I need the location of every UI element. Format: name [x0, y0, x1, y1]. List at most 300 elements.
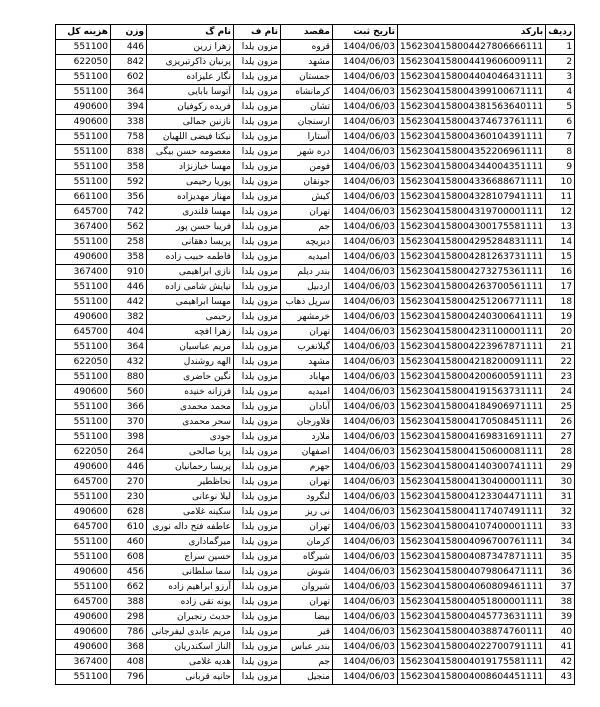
cell-name-f[interactable]: مزون یلدا: [234, 580, 281, 595]
cell-name-g[interactable]: پریا صالحی: [147, 445, 234, 460]
cell-name-f[interactable]: مزون یلدا: [234, 280, 281, 295]
cell-index[interactable]: 19: [546, 310, 575, 325]
cell-date[interactable]: 1404/06/03: [333, 430, 398, 445]
cell-destination[interactable]: قروه: [281, 40, 333, 55]
cell-index[interactable]: 34: [546, 535, 575, 550]
cell-index[interactable]: 36: [546, 565, 575, 580]
cell-cost[interactable]: 490600: [56, 460, 111, 475]
cell-barcode[interactable]: 1562304158004130400001111: [398, 475, 546, 490]
cell-destination[interactable]: جمستان: [281, 70, 333, 85]
cell-barcode[interactable]: 1562304158004404046431111: [398, 70, 546, 85]
cell-index[interactable]: 22: [546, 355, 575, 370]
cell-name-f[interactable]: مزون یلدا: [234, 130, 281, 145]
cell-index[interactable]: 40: [546, 625, 575, 640]
cell-cost[interactable]: 551100: [56, 40, 111, 55]
cell-name-f[interactable]: مزون یلدا: [234, 325, 281, 340]
cell-date[interactable]: 1404/06/03: [333, 55, 398, 70]
cell-barcode[interactable]: 1562304158004008604451111: [398, 670, 546, 685]
cell-name-f[interactable]: مزون یلدا: [234, 265, 281, 280]
cell-name-g[interactable]: آتوسا بابایی: [147, 85, 234, 100]
cell-barcode[interactable]: 1562304158004169831691111: [398, 430, 546, 445]
cell-index[interactable]: 28: [546, 445, 575, 460]
cell-weight[interactable]: 456: [111, 565, 147, 580]
cell-destination[interactable]: بندر عباس: [281, 640, 333, 655]
cell-barcode[interactable]: 1562304158004251206771111: [398, 295, 546, 310]
cell-name-f[interactable]: مزون یلدا: [234, 595, 281, 610]
cell-barcode[interactable]: 1562304158004019175581111: [398, 655, 546, 670]
cell-index[interactable]: 32: [546, 505, 575, 520]
cell-weight[interactable]: 356: [111, 190, 147, 205]
cell-weight[interactable]: 394: [111, 100, 147, 115]
cell-name-f[interactable]: مزون یلدا: [234, 220, 281, 235]
header-date[interactable]: تاریخ ثبت: [333, 25, 398, 40]
cell-name-f[interactable]: مزون یلدا: [234, 610, 281, 625]
cell-date[interactable]: 1404/06/03: [333, 235, 398, 250]
cell-index[interactable]: 16: [546, 265, 575, 280]
cell-cost[interactable]: 645700: [56, 475, 111, 490]
cell-name-f[interactable]: مزون یلدا: [234, 55, 281, 70]
cell-name-f[interactable]: مزون یلدا: [234, 445, 281, 460]
cell-name-g[interactable]: حسین سراج: [147, 550, 234, 565]
cell-name-f[interactable]: مزون یلدا: [234, 295, 281, 310]
cell-barcode[interactable]: 1562304158004045773631111: [398, 610, 546, 625]
cell-date[interactable]: 1404/06/03: [333, 550, 398, 565]
cell-cost[interactable]: 490600: [56, 385, 111, 400]
cell-index[interactable]: 37: [546, 580, 575, 595]
cell-name-f[interactable]: مزون یلدا: [234, 535, 281, 550]
cell-cost[interactable]: 551100: [56, 85, 111, 100]
cell-date[interactable]: 1404/06/03: [333, 580, 398, 595]
cell-weight[interactable]: 602: [111, 70, 147, 85]
cell-destination[interactable]: ملارد: [281, 430, 333, 445]
header-destination[interactable]: مقصد: [281, 25, 333, 40]
cell-name-g[interactable]: سما سلطانی: [147, 565, 234, 580]
cell-weight[interactable]: 910: [111, 265, 147, 280]
cell-index[interactable]: 7: [546, 130, 575, 145]
cell-cost[interactable]: 551100: [56, 130, 111, 145]
cell-name-f[interactable]: مزون یلدا: [234, 400, 281, 415]
cell-name-g[interactable]: یونه تقی زاده: [147, 595, 234, 610]
cell-cost[interactable]: 645700: [56, 520, 111, 535]
cell-cost[interactable]: 490600: [56, 250, 111, 265]
cell-index[interactable]: 10: [546, 175, 575, 190]
cell-index[interactable]: 39: [546, 610, 575, 625]
cell-index[interactable]: 27: [546, 430, 575, 445]
cell-weight[interactable]: 560: [111, 385, 147, 400]
cell-weight[interactable]: 628: [111, 505, 147, 520]
header-cost[interactable]: هزینه کل: [56, 25, 111, 40]
cell-date[interactable]: 1404/06/03: [333, 130, 398, 145]
cell-destination[interactable]: شیرگاه: [281, 550, 333, 565]
cell-barcode[interactable]: 1562304158004038874760111: [398, 625, 546, 640]
cell-date[interactable]: 1404/06/03: [333, 85, 398, 100]
cell-destination[interactable]: بیضا: [281, 610, 333, 625]
cell-index[interactable]: 35: [546, 550, 575, 565]
cell-name-g[interactable]: مهسا قلندری: [147, 205, 234, 220]
cell-weight[interactable]: 364: [111, 340, 147, 355]
cell-index[interactable]: 33: [546, 520, 575, 535]
cell-name-g[interactable]: زهرا زرین: [147, 40, 234, 55]
cell-name-f[interactable]: مزون یلدا: [234, 205, 281, 220]
cell-index[interactable]: 6: [546, 115, 575, 130]
cell-destination[interactable]: آبادان: [281, 400, 333, 415]
cell-barcode[interactable]: 1562304158004200600591111: [398, 370, 546, 385]
cell-cost[interactable]: 622050: [56, 445, 111, 460]
cell-barcode[interactable]: 1562304158004096700761111: [398, 535, 546, 550]
cell-destination[interactable]: خرمشهر: [281, 310, 333, 325]
cell-destination[interactable]: جم: [281, 655, 333, 670]
cell-barcode[interactable]: 1562304158004240300641111: [398, 310, 546, 325]
cell-index[interactable]: 17: [546, 280, 575, 295]
cell-cost[interactable]: 551100: [56, 295, 111, 310]
cell-destination[interactable]: شیروان: [281, 580, 333, 595]
cell-name-g[interactable]: الناز اسکندریان: [147, 640, 234, 655]
cell-date[interactable]: 1404/06/03: [333, 355, 398, 370]
cell-cost[interactable]: 490600: [56, 310, 111, 325]
header-index[interactable]: ردیف: [546, 25, 575, 40]
cell-cost[interactable]: 551100: [56, 340, 111, 355]
cell-barcode[interactable]: 1562304158004087347871111: [398, 550, 546, 565]
cell-date[interactable]: 1404/06/03: [333, 670, 398, 685]
cell-name-g[interactable]: پریسا رحمانیان: [147, 460, 234, 475]
cell-cost[interactable]: 551100: [56, 175, 111, 190]
cell-name-g[interactable]: فرزانه خنیده: [147, 385, 234, 400]
cell-date[interactable]: 1404/06/03: [333, 295, 398, 310]
cell-name-g[interactable]: نگین حاضری: [147, 370, 234, 385]
cell-name-g[interactable]: مریم عباسیان: [147, 340, 234, 355]
cell-name-g[interactable]: حدیث رنجبران: [147, 610, 234, 625]
cell-index[interactable]: 3: [546, 70, 575, 85]
header-name-f[interactable]: نام ف: [234, 25, 281, 40]
cell-destination[interactable]: گیلانغرب: [281, 340, 333, 355]
cell-date[interactable]: 1404/06/03: [333, 370, 398, 385]
cell-date[interactable]: 1404/06/03: [333, 220, 398, 235]
cell-date[interactable]: 1404/06/03: [333, 325, 398, 340]
cell-cost[interactable]: 367400: [56, 220, 111, 235]
cell-date[interactable]: 1404/06/03: [333, 190, 398, 205]
cell-index[interactable]: 26: [546, 415, 575, 430]
cell-barcode[interactable]: 1562304158004140300741111: [398, 460, 546, 475]
cell-barcode[interactable]: 1562304158004191563731111: [398, 385, 546, 400]
cell-date[interactable]: 1404/06/03: [333, 250, 398, 265]
cell-index[interactable]: 20: [546, 325, 575, 340]
cell-name-f[interactable]: مزون یلدا: [234, 190, 281, 205]
cell-barcode[interactable]: 1562304158004184906971111: [398, 400, 546, 415]
cell-destination[interactable]: مشهد: [281, 55, 333, 70]
cell-date[interactable]: 1404/06/03: [333, 280, 398, 295]
cell-barcode[interactable]: 1562304158004352206961111: [398, 145, 546, 160]
cell-weight[interactable]: 758: [111, 130, 147, 145]
cell-destination[interactable]: جم: [281, 220, 333, 235]
cell-index[interactable]: 2: [546, 55, 575, 70]
cell-destination[interactable]: اردبیل: [281, 280, 333, 295]
cell-cost[interactable]: 490600: [56, 565, 111, 580]
cell-name-f[interactable]: مزون یلدا: [234, 550, 281, 565]
cell-name-g[interactable]: مهسا خبازنژاد: [147, 160, 234, 175]
cell-barcode[interactable]: 1562304158004170508451111: [398, 415, 546, 430]
cell-weight[interactable]: 388: [111, 595, 147, 610]
cell-name-g[interactable]: مهناز مهدیزاده: [147, 190, 234, 205]
cell-index[interactable]: 42: [546, 655, 575, 670]
cell-weight[interactable]: 358: [111, 160, 147, 175]
cell-name-g[interactable]: نگار علیزاده: [147, 70, 234, 85]
cell-barcode[interactable]: 1562304158004117407491111: [398, 505, 546, 520]
cell-cost[interactable]: 622050: [56, 55, 111, 70]
cell-index[interactable]: 29: [546, 460, 575, 475]
cell-destination[interactable]: تهران: [281, 475, 333, 490]
cell-name-g[interactable]: حانیه قربانی: [147, 670, 234, 685]
cell-name-g[interactable]: فریبا حسن پور: [147, 220, 234, 235]
cell-weight[interactable]: 662: [111, 580, 147, 595]
cell-name-g[interactable]: مهسا ابراهیمی: [147, 295, 234, 310]
cell-weight[interactable]: 358: [111, 250, 147, 265]
cell-cost[interactable]: 551100: [56, 430, 111, 445]
cell-name-g[interactable]: آرزو ابراهیم زاده: [147, 580, 234, 595]
cell-date[interactable]: 1404/06/03: [333, 115, 398, 130]
cell-destination[interactable]: مشهد: [281, 355, 333, 370]
cell-date[interactable]: 1404/06/03: [333, 505, 398, 520]
cell-weight[interactable]: 842: [111, 55, 147, 70]
cell-name-f[interactable]: مزون یلدا: [234, 475, 281, 490]
cell-barcode[interactable]: 1562304158004150600081111: [398, 445, 546, 460]
cell-destination[interactable]: نی ریز: [281, 505, 333, 520]
cell-name-g[interactable]: هدیه غلامی: [147, 655, 234, 670]
cell-date[interactable]: 1404/06/03: [333, 205, 398, 220]
cell-weight[interactable]: 446: [111, 40, 147, 55]
cell-weight[interactable]: 742: [111, 205, 147, 220]
cell-destination[interactable]: فومن: [281, 160, 333, 175]
cell-cost[interactable]: 645700: [56, 325, 111, 340]
cell-weight[interactable]: 264: [111, 445, 147, 460]
cell-date[interactable]: 1404/06/03: [333, 655, 398, 670]
cell-weight[interactable]: 338: [111, 115, 147, 130]
cell-weight[interactable]: 786: [111, 625, 147, 640]
cell-destination[interactable]: آستارا: [281, 130, 333, 145]
cell-destination[interactable]: تهران: [281, 595, 333, 610]
cell-index[interactable]: 31: [546, 490, 575, 505]
cell-date[interactable]: 1404/06/03: [333, 535, 398, 550]
cell-destination[interactable]: کیش: [281, 190, 333, 205]
cell-date[interactable]: 1404/06/03: [333, 145, 398, 160]
cell-date[interactable]: 1404/06/03: [333, 490, 398, 505]
cell-destination[interactable]: قیر: [281, 625, 333, 640]
cell-weight[interactable]: 562: [111, 220, 147, 235]
cell-weight[interactable]: 460: [111, 535, 147, 550]
cell-name-g[interactable]: الهه روشندل: [147, 355, 234, 370]
cell-weight[interactable]: 446: [111, 280, 147, 295]
cell-date[interactable]: 1404/06/03: [333, 640, 398, 655]
cell-barcode[interactable]: 1562304158004051800001111: [398, 595, 546, 610]
cell-date[interactable]: 1404/06/03: [333, 160, 398, 175]
cell-cost[interactable]: 551100: [56, 670, 111, 685]
cell-cost[interactable]: 645700: [56, 205, 111, 220]
cell-destination[interactable]: تهران: [281, 325, 333, 340]
cell-date[interactable]: 1404/06/03: [333, 265, 398, 280]
cell-date[interactable]: 1404/06/03: [333, 520, 398, 535]
cell-weight[interactable]: 404: [111, 325, 147, 340]
cell-barcode[interactable]: 1562304158004281263731111: [398, 250, 546, 265]
cell-cost[interactable]: 551100: [56, 490, 111, 505]
cell-name-f[interactable]: مزون یلدا: [234, 385, 281, 400]
cell-cost[interactable]: 551100: [56, 280, 111, 295]
cell-index[interactable]: 24: [546, 385, 575, 400]
cell-index[interactable]: 9: [546, 160, 575, 175]
cell-name-g[interactable]: محمد محمدی: [147, 400, 234, 415]
cell-date[interactable]: 1404/06/03: [333, 565, 398, 580]
cell-destination[interactable]: سرپل ذهاب: [281, 295, 333, 310]
cell-cost[interactable]: 551100: [56, 415, 111, 430]
cell-weight[interactable]: 398: [111, 430, 147, 445]
cell-name-g[interactable]: عاطفه فتح داله نوری: [147, 520, 234, 535]
cell-name-g[interactable]: زهرا افچه: [147, 325, 234, 340]
cell-date[interactable]: 1404/06/03: [333, 625, 398, 640]
cell-name-g[interactable]: جودی: [147, 430, 234, 445]
cell-barcode[interactable]: 1562304158004022700791111: [398, 640, 546, 655]
cell-index[interactable]: 4: [546, 85, 575, 100]
cell-name-g[interactable]: رحیمی: [147, 310, 234, 325]
cell-barcode[interactable]: 1562304158004419606009111: [398, 55, 546, 70]
cell-name-g[interactable]: نازنین جمالی: [147, 115, 234, 130]
cell-weight[interactable]: 408: [111, 655, 147, 670]
cell-cost[interactable]: 622050: [56, 355, 111, 370]
cell-date[interactable]: 1404/06/03: [333, 610, 398, 625]
cell-cost[interactable]: 490600: [56, 625, 111, 640]
cell-cost[interactable]: 490600: [56, 505, 111, 520]
cell-index[interactable]: 21: [546, 340, 575, 355]
cell-name-f[interactable]: مزون یلدا: [234, 640, 281, 655]
cell-barcode[interactable]: 1562304158004344004351111: [398, 160, 546, 175]
cell-weight[interactable]: 610: [111, 520, 147, 535]
cell-index[interactable]: 43: [546, 670, 575, 685]
cell-cost[interactable]: 490600: [56, 610, 111, 625]
cell-index[interactable]: 30: [546, 475, 575, 490]
cell-weight[interactable]: 364: [111, 85, 147, 100]
cell-barcode[interactable]: 1562304158004107400001111: [398, 520, 546, 535]
cell-barcode[interactable]: 1562304158004381563640111: [398, 100, 546, 115]
cell-cost[interactable]: 551100: [56, 370, 111, 385]
cell-weight[interactable]: 608: [111, 550, 147, 565]
cell-name-g[interactable]: نحاظطیر: [147, 475, 234, 490]
cell-destination[interactable]: لنگرود: [281, 490, 333, 505]
cell-name-f[interactable]: مزون یلدا: [234, 505, 281, 520]
cell-cost[interactable]: 551100: [56, 550, 111, 565]
cell-date[interactable]: 1404/06/03: [333, 445, 398, 460]
cell-date[interactable]: 1404/06/03: [333, 100, 398, 115]
cell-barcode[interactable]: 1562304158004360104391111: [398, 130, 546, 145]
cell-name-g[interactable]: سحر محمدی: [147, 415, 234, 430]
cell-date[interactable]: 1404/06/03: [333, 340, 398, 355]
cell-name-f[interactable]: مزون یلدا: [234, 70, 281, 85]
cell-date[interactable]: 1404/06/03: [333, 595, 398, 610]
cell-weight[interactable]: 366: [111, 400, 147, 415]
cell-cost[interactable]: 551100: [56, 160, 111, 175]
cell-name-g[interactable]: سکینه غلامی: [147, 505, 234, 520]
cell-destination[interactable]: اصفهان: [281, 445, 333, 460]
cell-date[interactable]: 1404/06/03: [333, 460, 398, 475]
cell-index[interactable]: 41: [546, 640, 575, 655]
cell-barcode[interactable]: 1562304158004328107941111: [398, 190, 546, 205]
cell-date[interactable]: 1404/06/03: [333, 70, 398, 85]
cell-weight[interactable]: 298: [111, 610, 147, 625]
cell-cost[interactable]: 551100: [56, 535, 111, 550]
cell-name-f[interactable]: مزون یلدا: [234, 625, 281, 640]
cell-cost[interactable]: 551100: [56, 145, 111, 160]
cell-name-f[interactable]: مزون یلدا: [234, 175, 281, 190]
cell-cost[interactable]: 367400: [56, 265, 111, 280]
cell-name-g[interactable]: فریده رکوفیان: [147, 100, 234, 115]
cell-index[interactable]: 14: [546, 235, 575, 250]
cell-index[interactable]: 5: [546, 100, 575, 115]
cell-name-g[interactable]: پرنیان ذاکرتبریزی: [147, 55, 234, 70]
cell-destination[interactable]: فلاورجان: [281, 415, 333, 430]
cell-index[interactable]: 15: [546, 250, 575, 265]
cell-cost[interactable]: 490600: [56, 640, 111, 655]
cell-destination[interactable]: امیدیه: [281, 385, 333, 400]
cell-destination[interactable]: منجیل: [281, 670, 333, 685]
header-barcode[interactable]: بارکد: [398, 25, 546, 40]
cell-index[interactable]: 11: [546, 190, 575, 205]
cell-weight[interactable]: 446: [111, 460, 147, 475]
cell-date[interactable]: 1404/06/03: [333, 40, 398, 55]
cell-name-f[interactable]: مزون یلدا: [234, 250, 281, 265]
cell-destination[interactable]: مهاباد: [281, 370, 333, 385]
cell-index[interactable]: 18: [546, 295, 575, 310]
cell-barcode[interactable]: 1562304158004300175581111: [398, 220, 546, 235]
cell-name-f[interactable]: مزون یلدا: [234, 40, 281, 55]
cell-barcode[interactable]: 1562304158004223967871111: [398, 340, 546, 355]
cell-name-f[interactable]: مزون یلدا: [234, 460, 281, 475]
cell-name-f[interactable]: مزون یلدا: [234, 160, 281, 175]
cell-name-g[interactable]: نازی ابراهیمی: [147, 265, 234, 280]
cell-index[interactable]: 25: [546, 400, 575, 415]
cell-barcode[interactable]: 1562304158004263700561111: [398, 280, 546, 295]
cell-weight[interactable]: 270: [111, 475, 147, 490]
cell-barcode[interactable]: 1562304158004123304471111: [398, 490, 546, 505]
cell-barcode[interactable]: 1562304158004218200091111: [398, 355, 546, 370]
cell-index[interactable]: 13: [546, 220, 575, 235]
cell-weight[interactable]: 432: [111, 355, 147, 370]
cell-weight[interactable]: 258: [111, 235, 147, 250]
cell-date[interactable]: 1404/06/03: [333, 385, 398, 400]
cell-cost[interactable]: 661100: [56, 190, 111, 205]
cell-barcode[interactable]: 1562304158004060809461111: [398, 580, 546, 595]
cell-barcode[interactable]: 1562304158004079806471111: [398, 565, 546, 580]
cell-name-f[interactable]: مزون یلدا: [234, 655, 281, 670]
cell-destination[interactable]: دره شهر: [281, 145, 333, 160]
cell-destination[interactable]: دیزیچه: [281, 235, 333, 250]
cell-destination[interactable]: تشان: [281, 100, 333, 115]
cell-name-f[interactable]: مزون یلدا: [234, 235, 281, 250]
cell-barcode[interactable]: 1562304158004336688671111: [398, 175, 546, 190]
cell-name-f[interactable]: مزون یلدا: [234, 520, 281, 535]
cell-barcode[interactable]: 1562304158004295284831111: [398, 235, 546, 250]
cell-name-g[interactable]: نیکتا فیضی اللهیان: [147, 130, 234, 145]
cell-barcode[interactable]: 1562304158004231100001111: [398, 325, 546, 340]
cell-weight[interactable]: 370: [111, 415, 147, 430]
cell-cost[interactable]: 490600: [56, 100, 111, 115]
cell-name-f[interactable]: مزون یلدا: [234, 145, 281, 160]
cell-name-f[interactable]: مزون یلدا: [234, 310, 281, 325]
header-name-g[interactable]: نام گ: [147, 25, 234, 40]
cell-cost[interactable]: 551100: [56, 235, 111, 250]
cell-weight[interactable]: 592: [111, 175, 147, 190]
cell-name-f[interactable]: مزون یلدا: [234, 370, 281, 385]
cell-barcode[interactable]: 1562304158004319700001111: [398, 205, 546, 220]
cell-destination[interactable]: بندر دیلم: [281, 265, 333, 280]
cell-name-f[interactable]: مزون یلدا: [234, 430, 281, 445]
cell-weight[interactable]: 796: [111, 670, 147, 685]
cell-name-f[interactable]: مزون یلدا: [234, 490, 281, 505]
